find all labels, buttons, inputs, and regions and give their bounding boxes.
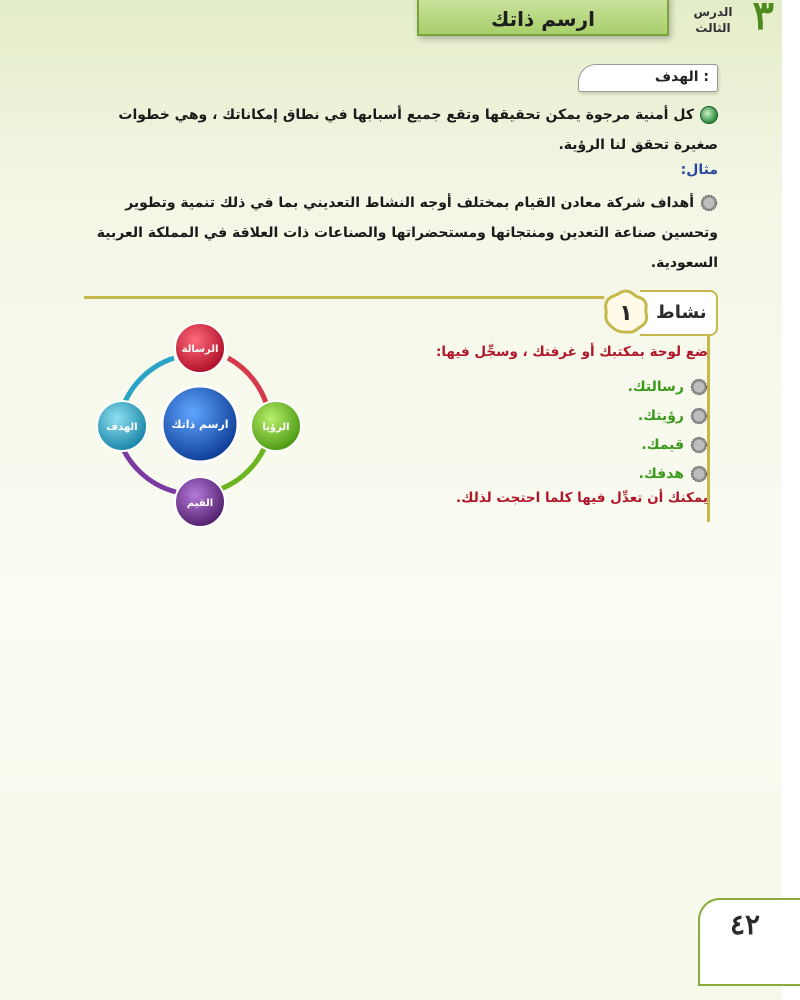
green-bullet-icon	[700, 106, 718, 124]
example-paragraph	[78, 188, 718, 278]
list-item-label: رؤيتك.	[637, 407, 684, 424]
list-item	[628, 372, 708, 401]
node-left-label: الهدف	[106, 422, 138, 433]
page-number: ٤٢	[730, 908, 761, 941]
gear-bullet-icon	[690, 465, 708, 483]
goal-heading-box	[578, 64, 718, 92]
gear-bullet-icon	[690, 407, 708, 425]
gear-bullet-icon	[700, 194, 718, 212]
page-title: ارسم ذاتك	[491, 7, 595, 31]
node-center-label: ارسم ذاتك	[171, 418, 229, 431]
list-item-label: رسالتك.	[627, 378, 684, 395]
list-item	[628, 430, 708, 459]
node-top-label: الرسالة	[181, 344, 219, 355]
lesson-number: ٣	[752, 0, 774, 39]
activity-label: نشاط	[656, 302, 707, 323]
lesson-label: الدرس الثالث	[693, 5, 733, 35]
activity-list	[628, 372, 708, 488]
self-drawing-cycle-diagram	[90, 320, 310, 530]
example-text: أهداف شركة معادن القيام بمختلف أوجه النشاط التعديني بما في ذلك تنمية وتطوير وتحسين صناعة التعدين ومنتجاتها ومستحضراتها والصناعات ذات العلاقة في المملكة العربية السعودية.	[96, 195, 718, 271]
title-banner	[417, 0, 669, 36]
activity-note: يمكنك أن تعدِّل فيها كلما احتجت لذلك.	[456, 490, 708, 506]
activity-instruction: ضع لوحة بمكتبك أو غرفتك ، وسجِّل فيها:	[435, 344, 708, 360]
gear-bullet-icon	[690, 436, 708, 454]
list-item-label: هدفك.	[638, 465, 684, 482]
activity-number-badge	[602, 288, 650, 334]
list-item	[628, 459, 708, 488]
node-center	[162, 386, 238, 462]
node-left	[97, 401, 147, 451]
example-label: مثال:	[680, 162, 718, 178]
list-item	[628, 401, 708, 430]
node-right-label: الرؤيا	[262, 422, 290, 433]
activity-divider	[84, 296, 604, 299]
page-edge	[782, 0, 800, 1000]
node-top	[175, 323, 225, 373]
node-bottom-label: القيم	[186, 498, 214, 509]
goal-text: كل أمنية مرجوة يمكن تحقيقها وتقع جميع أسبابها في نطاق إمكاناتك ، وهي خطوات صغيرة تحقق لنا الرؤية.	[118, 107, 718, 153]
node-bottom	[175, 477, 225, 527]
goal-paragraph	[78, 100, 718, 160]
goal-label: الهدف :	[654, 69, 709, 85]
node-right	[251, 401, 301, 451]
gear-bullet-icon	[690, 378, 708, 396]
activity-number: ١	[619, 301, 633, 326]
list-item-label: قيمك.	[641, 436, 684, 453]
